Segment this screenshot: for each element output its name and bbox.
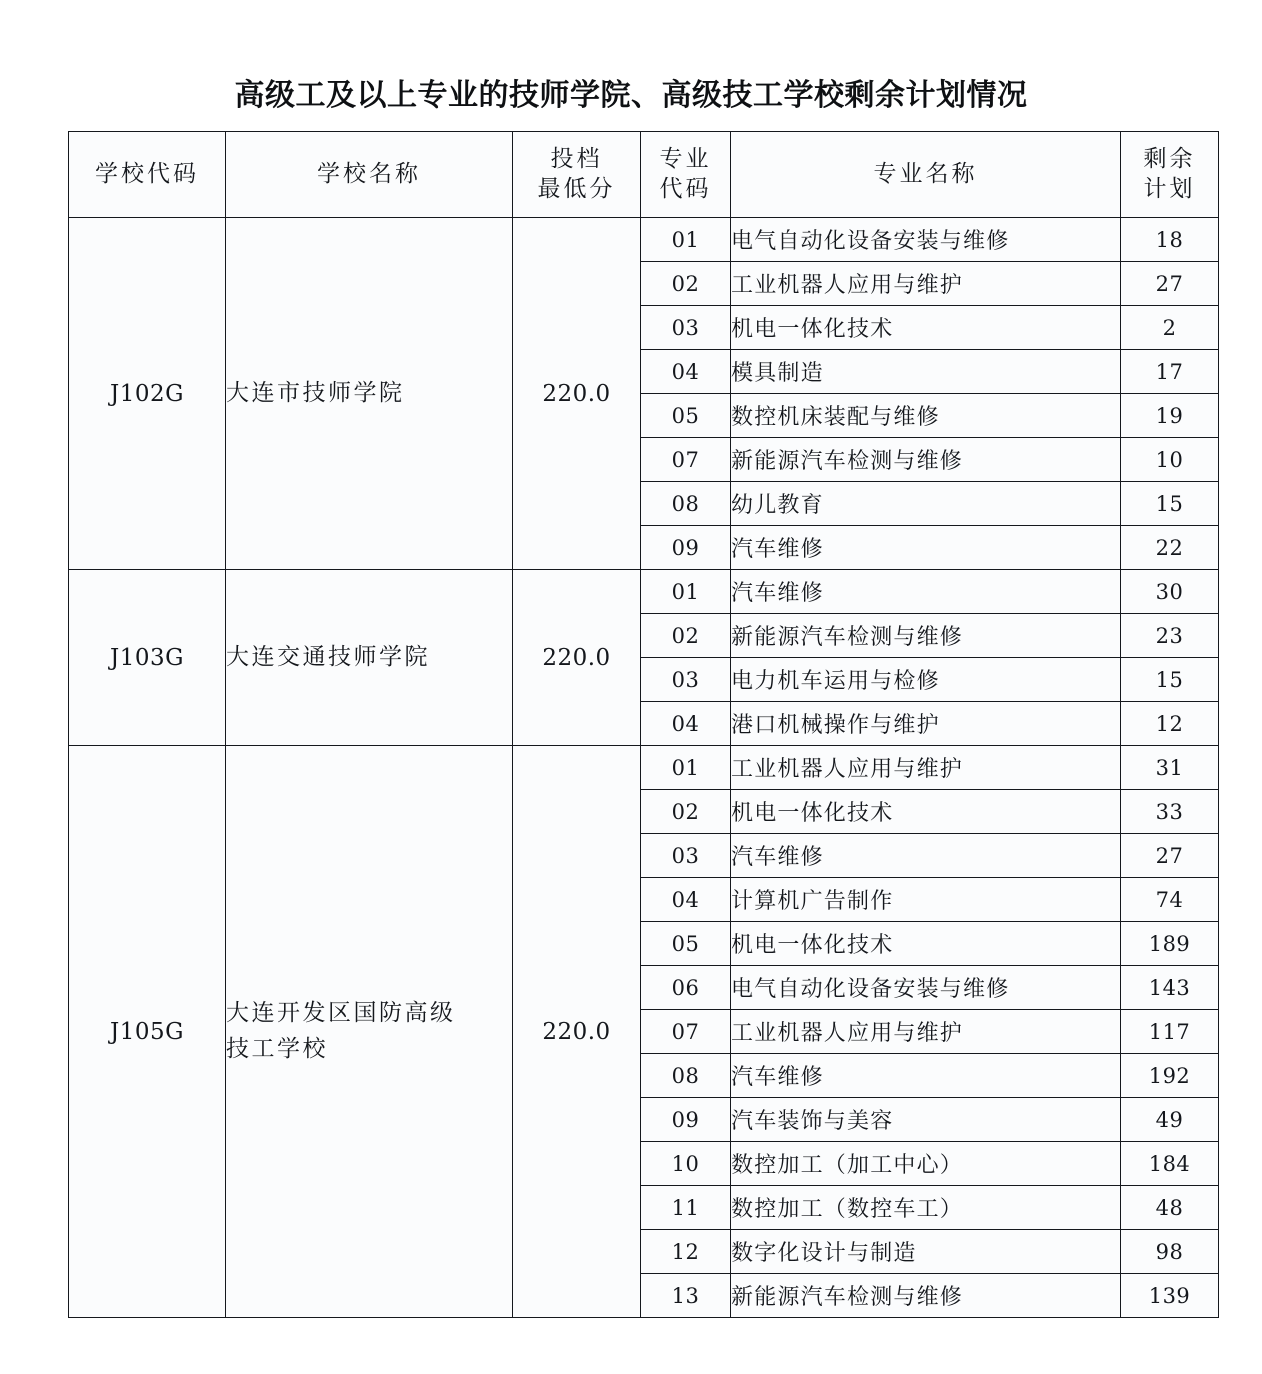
remaining-plan-table: [68, 131, 1219, 1318]
major-code-cell: 07: [641, 438, 731, 482]
remaining-plan-cell: 30: [1121, 570, 1219, 614]
major-code-cell: 04: [641, 702, 731, 746]
header-min-score-line2: 最低分: [537, 175, 616, 202]
major-code-cell: 09: [641, 1098, 731, 1142]
major-code-cell: 03: [641, 658, 731, 702]
remaining-plan-cell: 189: [1121, 922, 1219, 966]
major-code-cell: 13: [641, 1274, 731, 1318]
major-name-cell: 电气自动化设备安装与维修: [731, 966, 1121, 1010]
header-remaining: [1121, 132, 1219, 218]
remaining-plan-cell: 98: [1121, 1230, 1219, 1274]
major-code-cell: 07: [641, 1010, 731, 1054]
school-name-line: 大连交通技师学院: [226, 643, 430, 670]
header-min-score-line1: 投档: [550, 145, 603, 172]
plan-table-container: [68, 131, 1218, 1318]
remaining-plan-cell: 117: [1121, 1010, 1219, 1054]
school-code-cell: J103G: [69, 570, 226, 746]
school-name-line: 大连开发区国防高级: [226, 999, 456, 1026]
remaining-plan-cell: 192: [1121, 1054, 1219, 1098]
major-name-cell: 工业机器人应用与维护: [731, 1010, 1121, 1054]
header-major-code-line1: 专业: [659, 145, 712, 172]
major-code-cell: 09: [641, 526, 731, 570]
major-name-cell: 模具制造: [731, 350, 1121, 394]
major-name-cell: 电力机车运用与检修: [731, 658, 1121, 702]
min-score-cell: 220.0: [513, 746, 641, 1318]
school-code-cell: J105G: [69, 746, 226, 1318]
major-code-cell: 10: [641, 1142, 731, 1186]
major-code-cell: 12: [641, 1230, 731, 1274]
min-score-cell: 220.0: [513, 218, 641, 570]
major-code-cell: 04: [641, 878, 731, 922]
remaining-plan-cell: 31: [1121, 746, 1219, 790]
major-name-cell: 数控机床装配与维修: [731, 394, 1121, 438]
major-name-cell: 数字化设计与制造: [731, 1230, 1121, 1274]
major-code-cell: 01: [641, 218, 731, 262]
min-score-cell: 220.0: [513, 570, 641, 746]
remaining-plan-cell: 12: [1121, 702, 1219, 746]
table-header: [69, 132, 1219, 218]
major-name-cell: 数控加工（加工中心）: [731, 1142, 1121, 1186]
school-name-cell: [226, 570, 513, 746]
header-major-code: [641, 132, 731, 218]
major-code-cell: 02: [641, 262, 731, 306]
header-remaining-line1: 剩余: [1143, 145, 1196, 172]
major-name-cell: 计算机广告制作: [731, 878, 1121, 922]
header-school-code-label: 学校代码: [95, 160, 199, 187]
major-name-cell: 汽车维修: [731, 526, 1121, 570]
major-name-cell: 工业机器人应用与维护: [731, 262, 1121, 306]
remaining-plan-cell: 184: [1121, 1142, 1219, 1186]
school-name-cell: [226, 218, 513, 570]
header-major-code-line2: 代码: [659, 175, 712, 202]
header-remaining-line2: 计划: [1143, 175, 1196, 202]
major-name-cell: 工业机器人应用与维护: [731, 746, 1121, 790]
major-name-cell: 电气自动化设备安装与维修: [731, 218, 1121, 262]
major-code-cell: 02: [641, 790, 731, 834]
major-code-cell: 03: [641, 834, 731, 878]
remaining-plan-cell: 19: [1121, 394, 1219, 438]
major-name-cell: 机电一体化技术: [731, 922, 1121, 966]
major-name-cell: 幼儿教育: [731, 482, 1121, 526]
remaining-plan-cell: 15: [1121, 658, 1219, 702]
header-min-score: [513, 132, 641, 218]
page-title: 高级工及以上专业的技师学院、高级技工学校剩余计划情况: [234, 78, 1028, 113]
major-code-cell: 05: [641, 922, 731, 966]
header-major-name: [731, 132, 1121, 218]
table-row: [69, 570, 1219, 614]
major-code-cell: 08: [641, 482, 731, 526]
major-name-cell: 新能源汽车检测与维修: [731, 614, 1121, 658]
major-code-cell: 05: [641, 394, 731, 438]
major-code-cell: 01: [641, 570, 731, 614]
major-name-cell: 新能源汽车检测与维修: [731, 1274, 1121, 1318]
major-code-cell: 06: [641, 966, 731, 1010]
remaining-plan-cell: 74: [1121, 878, 1219, 922]
header-row: [69, 132, 1219, 218]
remaining-plan-cell: 27: [1121, 262, 1219, 306]
table-row: [69, 218, 1219, 262]
major-code-cell: 01: [641, 746, 731, 790]
remaining-plan-cell: 23: [1121, 614, 1219, 658]
major-name-cell: 新能源汽车检测与维修: [731, 438, 1121, 482]
header-major-name-label: 专业名称: [873, 160, 978, 187]
school-name-cell: [226, 746, 513, 1318]
remaining-plan-cell: 143: [1121, 966, 1219, 1010]
major-name-cell: 机电一体化技术: [731, 306, 1121, 350]
major-code-cell: 02: [641, 614, 731, 658]
remaining-plan-cell: 22: [1121, 526, 1219, 570]
remaining-plan-cell: 15: [1121, 482, 1219, 526]
remaining-plan-cell: 17: [1121, 350, 1219, 394]
major-code-cell: 08: [641, 1054, 731, 1098]
school-code-cell: J102G: [69, 218, 226, 570]
school-name-line: 技工学校: [226, 1035, 328, 1062]
remaining-plan-cell: 48: [1121, 1186, 1219, 1230]
major-name-cell: 汽车维修: [731, 1054, 1121, 1098]
remaining-plan-cell: 18: [1121, 218, 1219, 262]
major-code-cell: 11: [641, 1186, 731, 1230]
remaining-plan-cell: 49: [1121, 1098, 1219, 1142]
major-name-cell: 港口机械操作与维护: [731, 702, 1121, 746]
major-name-cell: 汽车装饰与美容: [731, 1098, 1121, 1142]
remaining-plan-cell: 2: [1121, 306, 1219, 350]
major-name-cell: 汽车维修: [731, 834, 1121, 878]
table-body: [69, 218, 1219, 1318]
major-name-cell: 汽车维修: [731, 570, 1121, 614]
major-name-cell: 数控加工（数控车工）: [731, 1186, 1121, 1230]
header-school-name-label: 学校名称: [317, 160, 421, 187]
header-school-name: [226, 132, 513, 218]
remaining-plan-cell: 27: [1121, 834, 1219, 878]
major-name-cell: 机电一体化技术: [731, 790, 1121, 834]
major-code-cell: 04: [641, 350, 731, 394]
header-school-code: [69, 132, 226, 218]
remaining-plan-cell: 10: [1121, 438, 1219, 482]
remaining-plan-cell: 33: [1121, 790, 1219, 834]
major-code-cell: 03: [641, 306, 731, 350]
table-row: [69, 746, 1219, 790]
school-name-line: 大连市技师学院: [226, 379, 405, 406]
remaining-plan-cell: 139: [1121, 1274, 1219, 1318]
